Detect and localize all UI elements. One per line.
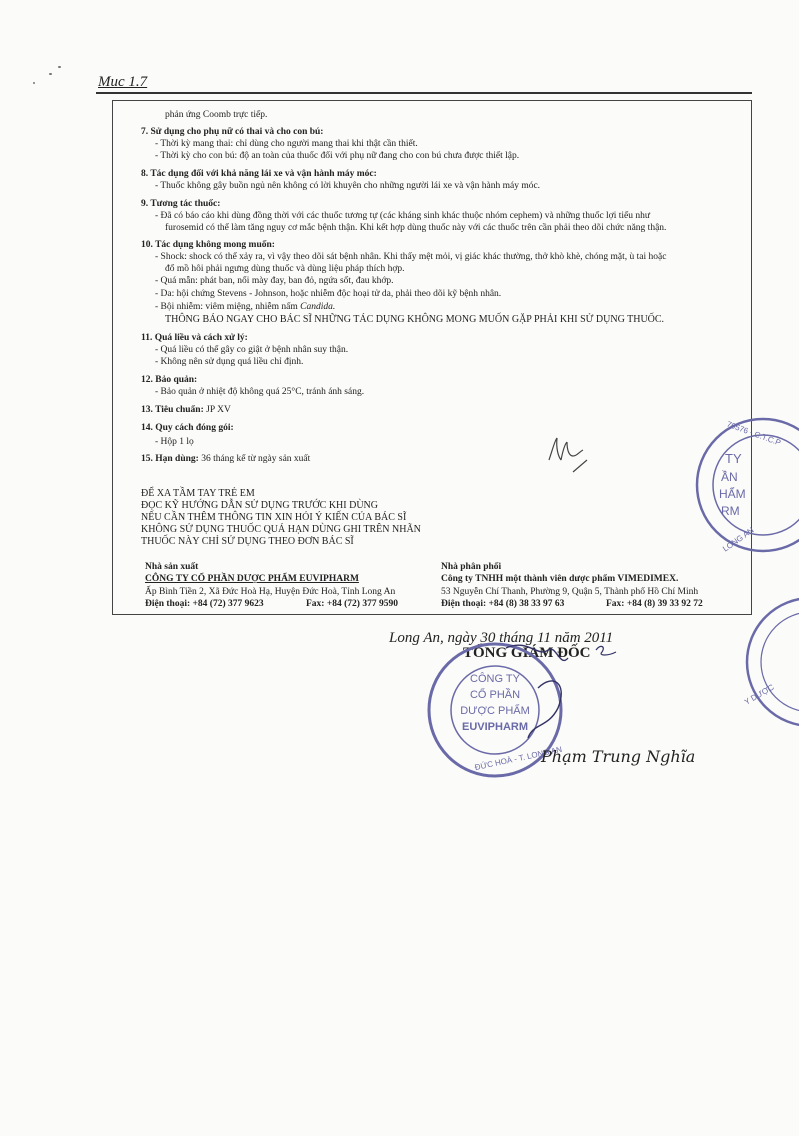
- section-line-text: furosemid có thể làm tăng nguy cơ mắc bệnh thận. Khi kết hợp dùng thuốc này với các thuốc trên cần phải theo dõi chức năng thận.: [165, 223, 667, 233]
- manufacturer-company: CÔNG TY CỔ PHẦN DƯỢC PHẨM EUVIPHARM: [145, 574, 359, 584]
- section-heading: [141, 127, 323, 138]
- section-heading-text: 12. Bảo quản:: [141, 375, 198, 385]
- signature-mark: [498, 628, 628, 748]
- warning-line: ĐỌC KỸ HƯỚNG DẪN SỬ DỤNG TRƯỚC KHI DÙNG: [141, 500, 378, 511]
- distributor-company: Công ty TNHH một thành viên dược phẩm VIMEDIMEX.: [441, 574, 679, 584]
- partial-company-seal: [705, 405, 799, 565]
- distributor-phone: Điện thoại: +84 (8) 38 33 97 63: [441, 599, 565, 609]
- manufacturer-address: Ấp Bình Tiền 2, Xã Đức Hoà Hạ, Huyện Đức Hoà, Tỉnh Long An: [145, 587, 396, 597]
- section-inline-value: 36 tháng kể từ ngày sản xuất: [198, 454, 311, 464]
- seal-line: DƯỢC PHẨM: [460, 705, 530, 717]
- section-heading-text: 10. Tác dụng không mong muốn:: [141, 240, 275, 250]
- section-line-text: THÔNG BÁO NGAY CHO BÁC SĨ NHỮNG TÁC DỤNG KHÔNG MONG MUỐN GẶP PHẢI KHI SỬ DỤNG THUỐC.: [165, 314, 665, 325]
- section-line: [155, 211, 650, 222]
- section-line-text: - Thời kỳ mang thai: chỉ dùng cho người mang thai khi thật cần thiết.: [155, 139, 418, 149]
- section-heading: [141, 333, 248, 344]
- signer-name: Phạm Trung Nghĩa: [541, 747, 696, 766]
- distributor-label: Nhà phân phối: [441, 562, 502, 572]
- section-line-text: - Quá mẫn: phát ban, nổi mày đay, ban đỏ, ngứa sốt, đau khớp.: [155, 276, 394, 286]
- warning-line: ĐỂ XA TẦM TAY TRẺ EM: [141, 488, 255, 499]
- section-line-text: - Hộp 1 lọ: [155, 437, 194, 447]
- svg-text:LONG AN: LONG AN: [721, 525, 756, 554]
- header-rule: [96, 92, 752, 94]
- scan-speck: [33, 82, 35, 84]
- section-line-text: - Da: hội chứng Stevens - Johnson, hoặc nhiễm độc hoại tử da, phải theo dõi kỹ bệnh nhân.: [155, 289, 502, 299]
- signature-title: TỔNG GIÁM ĐỐC: [463, 645, 591, 661]
- svg-text:Y DƯỢC: Y DƯỢC: [742, 682, 776, 707]
- section-line: [155, 289, 501, 300]
- section-line-text: - Bảo quản ở nhiệt độ không quá 25°C, tránh ánh sáng.: [155, 387, 365, 397]
- section-label: Muc 1.7: [98, 74, 148, 90]
- distributor-fax: Fax: +84 (8) 39 33 92 72: [606, 599, 703, 609]
- section-line: [155, 151, 519, 162]
- signature-date: Long An, ngày 30 tháng 11 năm 2011: [389, 630, 614, 646]
- section-heading-text: 14. Quy cách đóng gói:: [141, 423, 234, 433]
- scan-speck: [58, 66, 61, 68]
- section-line: [155, 276, 394, 287]
- section-heading-text: 8. Tác dụng đối với khả năng lái xe và vận hành máy móc:: [141, 169, 377, 179]
- warning-line: NẾU CẦN THÊM THÔNG TIN XIN HỎI Ý KIẾN CỦA BÁC SĨ: [141, 512, 407, 523]
- section-heading-text: 9. Tương tác thuốc:: [141, 199, 221, 209]
- section-line-text: - Bội nhiễm: viêm miệng, nhiễm nấm: [155, 302, 301, 312]
- section-line: [155, 437, 194, 448]
- section-heading-text: 13. Tiêu chuẩn:: [141, 405, 204, 415]
- section-line-text: phản ứng Coomb trực tiếp.: [165, 110, 268, 120]
- section-line: [155, 181, 540, 192]
- section-line-italic: Candida.: [300, 302, 336, 312]
- section-line-text: - Shock: shock có thể xảy ra, vì vậy theo dõi sát bệnh nhân. Khi thấy mệt mỏi, vị giác khác thường, thở khò khè, chóng mặt, ù tai hoặc: [155, 252, 667, 262]
- initials-mark: [543, 430, 593, 480]
- section-line: [155, 387, 364, 398]
- section-heading: [141, 454, 310, 465]
- warning-line: KHÔNG SỬ DỤNG THUỐC QUÁ HẠN DÙNG GHI TRÊN NHÃN: [141, 524, 421, 535]
- section-line-text: đổ mồ hôi phải ngưng dùng thuốc và dùng liệu pháp thích hợp.: [165, 264, 405, 274]
- section-line-text: - Đã có báo cáo khi dùng đồng thời với các thuốc tương tự (các kháng sinh khác thuộc nhóm cephem) và những thuốc lợi tiểu như: [155, 211, 650, 221]
- section-heading: [141, 199, 220, 210]
- section-line-text: - Thuốc không gây buồn ngủ nên không có lời khuyên cho những người lái xe và vận hành máy móc.: [155, 181, 541, 191]
- section-inline-value: JP XV: [203, 405, 231, 415]
- section-line: [155, 302, 335, 313]
- distributor-address: 53 Nguyễn Chí Thanh, Phường 9, Quận 5, Thành phố Hồ Chí Minh: [441, 587, 699, 597]
- section-heading-text: 11. Quá liều và cách xử lý:: [141, 333, 248, 343]
- seal-line: CÔNG TY: [470, 673, 520, 685]
- manufacturer-fax: Fax: +84 (72) 377 9590: [306, 599, 398, 609]
- section-heading: [141, 375, 197, 386]
- scan-speck: [49, 73, 52, 75]
- section-line-text: - Không nên sử dụng quá liều chỉ định.: [155, 357, 304, 367]
- section-heading: [141, 240, 275, 251]
- svg-text:70576 - C.T.C.P: 70576 - C.T.C.P: [725, 419, 783, 448]
- section-heading-text: 7. Sử dụng cho phụ nữ có thai và cho con bú:: [141, 127, 324, 137]
- section-heading-text: 15. Hạn dùng:: [141, 454, 199, 464]
- section-line-text: - Quá liều có thể gây co giật ở bệnh nhân suy thận.: [155, 345, 349, 355]
- svg-text:TY: TY: [725, 451, 742, 466]
- svg-text:ẦN: ẦN: [721, 470, 738, 484]
- section-heading: [141, 423, 234, 434]
- section-line: [165, 223, 666, 234]
- partial-seal-right: [735, 590, 799, 750]
- section-line: [155, 139, 418, 150]
- seal-line: CỔ PHẦN: [469, 689, 521, 701]
- section-line: [155, 345, 348, 356]
- section-line: [165, 264, 404, 275]
- manufacturer-phone: Điện thoại: +84 (72) 377 9623: [145, 599, 264, 609]
- section-line-text: - Thời kỳ cho con bú: độ an toàn của thuốc đối với phụ nữ đang cho con bú chưa được thiết lập.: [155, 151, 520, 161]
- svg-text:RM: RM: [721, 504, 740, 518]
- section-heading: [141, 405, 231, 416]
- section-line: [165, 314, 664, 325]
- section-line: [155, 357, 303, 368]
- manufacturer-label: Nhà sản xuất: [145, 562, 199, 572]
- warning-line: THUỐC NÀY CHỈ SỬ DỤNG THEO ĐƠN BÁC SĨ: [141, 536, 354, 547]
- section-heading: [141, 169, 377, 180]
- section-line: [155, 252, 666, 263]
- seal-ring-text: ĐỨC HOÀ - T. LONG AN: [473, 744, 563, 773]
- seal-line: EUVIPHARM: [461, 721, 529, 733]
- section-line: [165, 110, 267, 121]
- svg-text:HẨM: HẨM: [719, 487, 746, 501]
